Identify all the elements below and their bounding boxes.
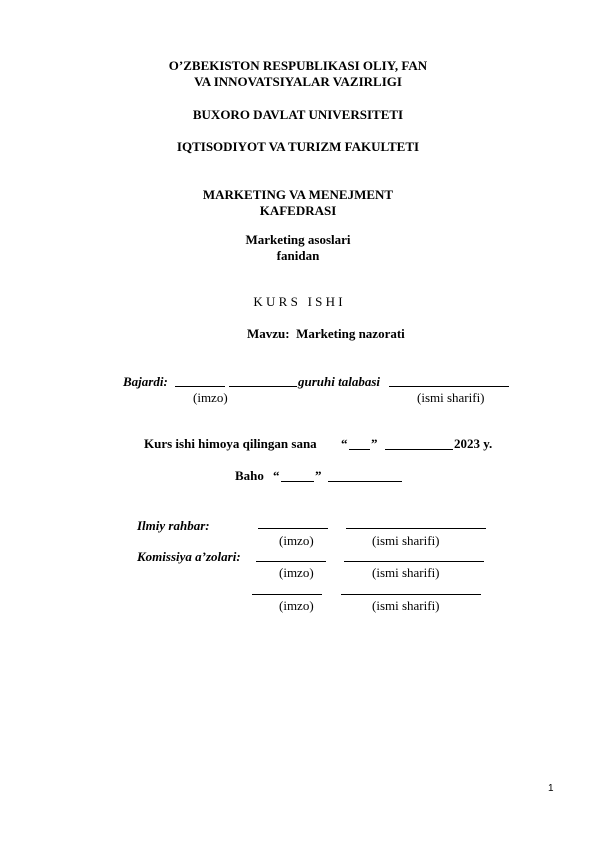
author-sign-line [175, 386, 225, 387]
supervisor-sign-caption: (imzo) [279, 533, 314, 548]
supervisor-name-caption: (ismi sharifi) [372, 533, 440, 548]
month-line [385, 449, 453, 450]
commission-name-caption-2: (ismi sharifi) [372, 598, 440, 613]
commission-name-caption-1: (ismi sharifi) [372, 565, 440, 580]
defense-date-label: Kurs ishi himoya qilingan sana [144, 436, 317, 451]
page-number: 1 [548, 783, 554, 794]
commission-sign-caption-1: (imzo) [279, 565, 314, 580]
grade-line [328, 481, 402, 482]
grade-open-quote: “ [273, 468, 280, 483]
faculty-name: IQTISODIYOT VA TURIZM FAKULTETI [176, 139, 420, 154]
commission-sign-line-1 [256, 561, 326, 562]
commission-sign-caption-2: (imzo) [279, 598, 314, 613]
supervisor-name-line [346, 528, 486, 529]
close-quote: ” [371, 436, 378, 451]
work-type: K U R S I S H I [253, 294, 343, 309]
ministry-line-2: VA INNOVATSIYALAR VAZIRLIGI [194, 74, 402, 89]
open-quote: “ [341, 436, 348, 451]
grade-close-quote: ” [315, 468, 322, 483]
group-label: guruhi talabasi [298, 374, 381, 389]
grade-label: Baho [235, 468, 264, 483]
author-name-caption: (ismi sharifi) [417, 390, 485, 405]
author-sign-caption: (imzo) [193, 390, 228, 405]
university-name: BUXORO DAVLAT UNIVERSITETI [192, 107, 404, 122]
commission-name-line-1 [344, 561, 484, 562]
topic-title: Marketing nazorati [296, 326, 405, 341]
department-line-2: KAFEDRASI [259, 203, 337, 218]
topic-row [247, 326, 405, 342]
topic-label: Mavzu: [247, 326, 290, 341]
ministry-line-1: O’ZBEKISTON RESPUBLIKASI OLIY, FAN [168, 58, 428, 73]
author-name-line [389, 386, 509, 387]
defense-year: 2023 y. [454, 436, 493, 451]
group-line [229, 386, 297, 387]
commission-sign-line-2 [252, 594, 322, 595]
commission-label: Komissiya a’zolari: [137, 549, 241, 564]
day-line [349, 449, 370, 450]
supervisor-sign-line [258, 528, 328, 529]
commission-name-line-2 [341, 594, 481, 595]
subject-line-1: Marketing asoslari [245, 232, 351, 247]
supervisor-label: Ilmiy rahbar: [137, 518, 210, 533]
department-line-1: MARKETING VA MENEJMENT [202, 187, 394, 202]
author-label: Bajardi: [123, 374, 168, 389]
grade-short-line [281, 481, 314, 482]
subject-line-2: fanidan [276, 248, 320, 263]
